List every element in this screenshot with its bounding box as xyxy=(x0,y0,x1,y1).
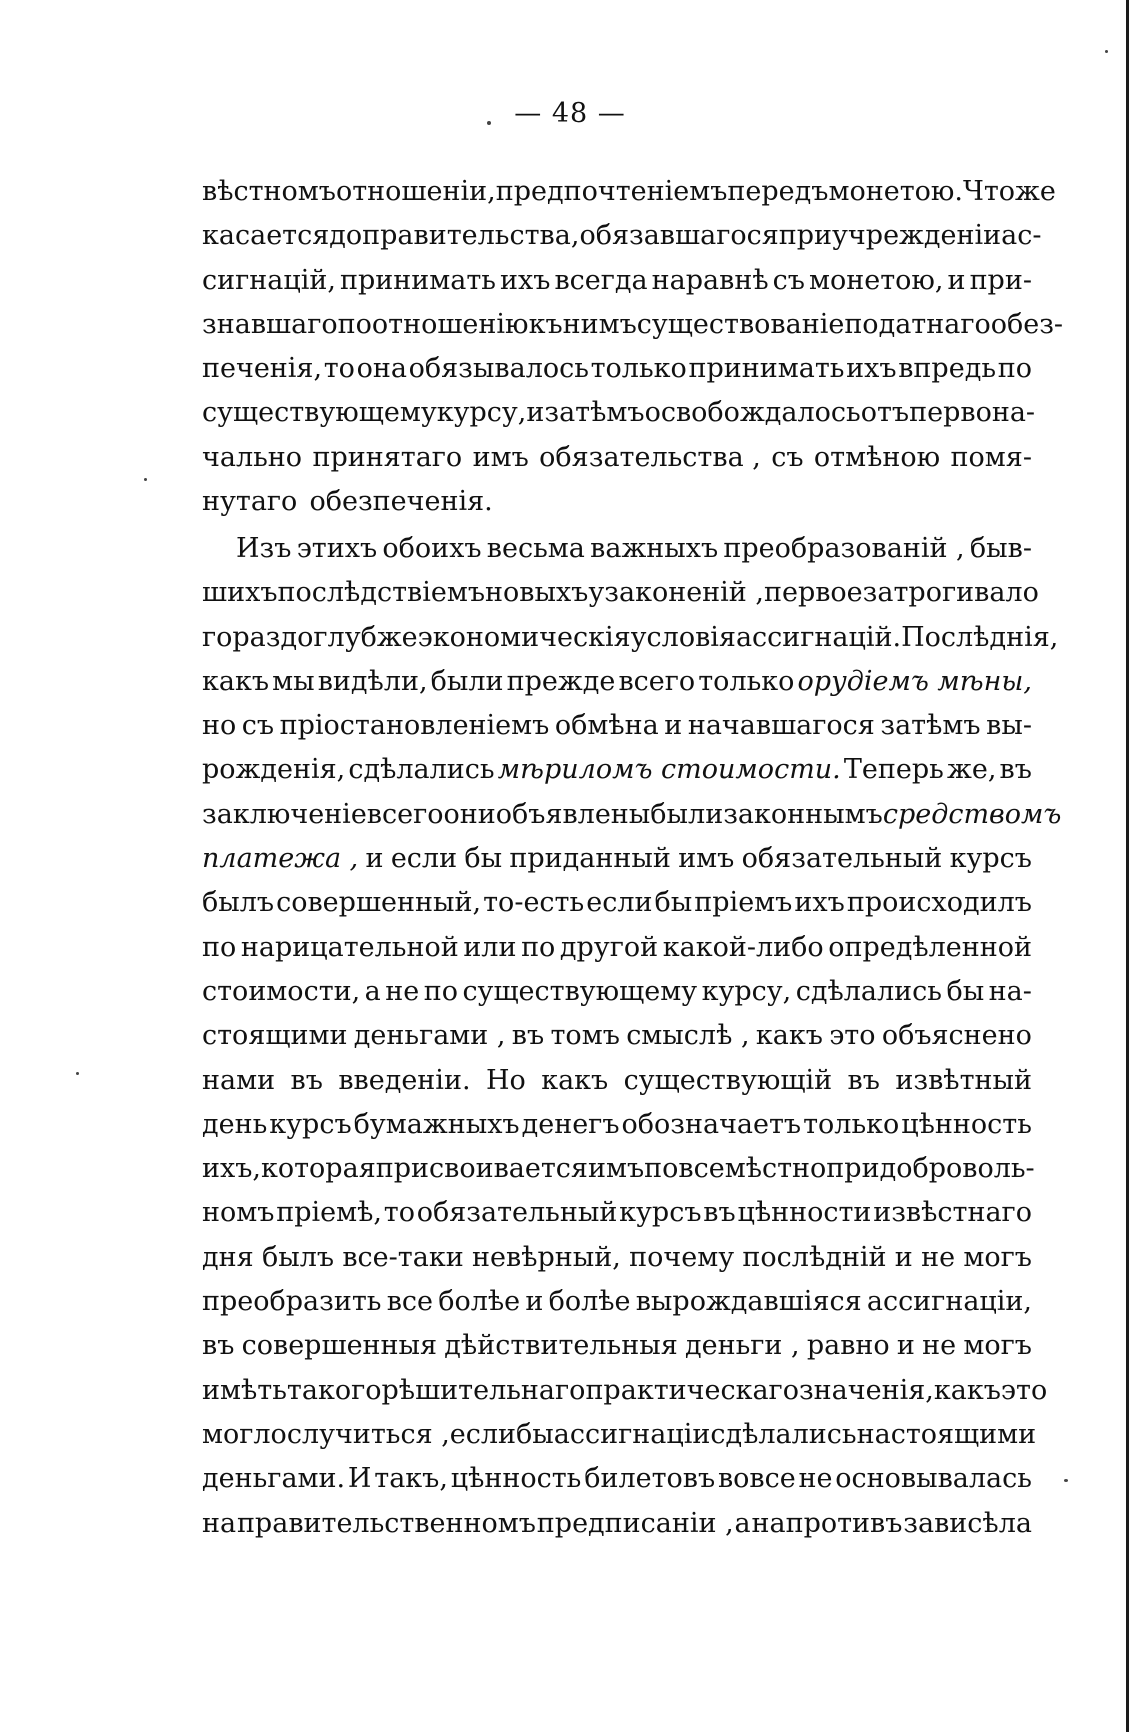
word: другой xyxy=(559,931,659,963)
word: бы xyxy=(946,975,985,1007)
word: заключеніе xyxy=(202,798,367,830)
text-line xyxy=(202,926,1032,970)
word: всего xyxy=(366,798,444,830)
word: шихъ xyxy=(202,577,278,609)
text-line xyxy=(202,1324,1032,1368)
word: не xyxy=(921,1241,956,1273)
word: имъ xyxy=(678,843,735,875)
word: болѣе xyxy=(548,1286,631,1318)
word: Изъ xyxy=(236,533,292,564)
word: приданный xyxy=(509,843,671,875)
word: обоихъ xyxy=(382,533,482,564)
word: дня xyxy=(202,1241,254,1273)
word: знавшаго xyxy=(202,308,338,340)
word: которая xyxy=(260,1153,376,1185)
word: экономическія xyxy=(417,621,631,653)
word: рѣшительнаго xyxy=(381,1374,586,1406)
word: курсъ xyxy=(619,1197,702,1229)
word: только xyxy=(803,1108,900,1140)
word: правительства, xyxy=(362,220,580,252)
word: это xyxy=(1000,1374,1048,1406)
text-line xyxy=(202,347,1032,391)
word: совершенныя xyxy=(241,1330,438,1362)
word: по xyxy=(202,931,237,963)
word: до xyxy=(329,220,363,252)
text-line xyxy=(202,170,1056,214)
word: принимать xyxy=(688,353,845,385)
word: томъ xyxy=(550,1020,620,1052)
word: ихъ xyxy=(794,887,845,919)
paragraph-2 xyxy=(202,527,1062,1546)
word: не xyxy=(798,1463,833,1495)
word: номъ xyxy=(202,1197,275,1229)
word: затрогивало xyxy=(862,577,1039,609)
word: могъ xyxy=(963,1241,1032,1273)
word: платежа , xyxy=(202,843,359,875)
word: вѣстномъ xyxy=(202,176,336,207)
word: обязавшагося xyxy=(579,220,779,252)
word: а xyxy=(364,975,381,1007)
word: ассигнацій. xyxy=(735,621,902,653)
word: и xyxy=(664,710,683,742)
word: это xyxy=(829,1020,876,1052)
word: стоящими xyxy=(202,1020,348,1052)
text-line xyxy=(202,660,1032,704)
word: смыслѣ , xyxy=(626,1020,750,1052)
word: по xyxy=(997,353,1032,385)
word: какой-либо xyxy=(662,931,824,963)
word: дѣйствительныя xyxy=(444,1330,678,1362)
word: мѣриломъ стоимости. xyxy=(497,754,841,786)
word: въ xyxy=(703,1197,736,1229)
word: опредѣленной xyxy=(828,931,1032,963)
word: мы xyxy=(272,665,315,697)
word: случиться , xyxy=(286,1418,450,1450)
word: какъ xyxy=(755,1020,823,1052)
text-line xyxy=(202,391,1036,435)
text-line xyxy=(202,571,1039,615)
word: нарицательной xyxy=(240,931,459,963)
word: какъ xyxy=(541,1064,609,1096)
word: имѣть xyxy=(202,1374,287,1406)
word: они xyxy=(443,798,496,830)
word: сдѣлались xyxy=(348,754,495,786)
word: если xyxy=(449,1418,517,1450)
print-speck xyxy=(1064,1479,1068,1482)
word: извѣстнаго xyxy=(873,1197,1032,1229)
word: монетою, xyxy=(808,264,944,296)
word: передъ xyxy=(727,176,829,207)
print-speck xyxy=(1105,50,1108,53)
word: новыхъ xyxy=(485,577,589,609)
word: существующему xyxy=(202,397,437,429)
word: ихъ xyxy=(846,353,897,385)
word: отъ xyxy=(860,397,910,429)
word: цѣнности xyxy=(737,1197,872,1229)
word: при xyxy=(826,1153,880,1185)
word: настоящими xyxy=(856,1418,1037,1450)
word: практическаго xyxy=(585,1374,799,1406)
word: обязательный xyxy=(416,1197,618,1229)
word: видѣли, xyxy=(317,665,428,697)
word: Теперь xyxy=(843,754,944,786)
word: зависѣла xyxy=(903,1507,1032,1539)
word: билетовъ xyxy=(584,1463,716,1495)
word: орудіемъ мѣны, xyxy=(797,665,1032,697)
word: а xyxy=(734,1507,751,1539)
text-line xyxy=(202,1103,1032,1147)
word: были xyxy=(650,798,724,830)
word: отмѣною xyxy=(813,441,941,473)
text-line xyxy=(202,1191,1032,1235)
word: важныхъ xyxy=(590,533,719,564)
word: быв- xyxy=(969,533,1032,564)
word: курсу, xyxy=(701,975,792,1007)
word: стоимости, xyxy=(202,975,361,1007)
word: такого xyxy=(286,1374,382,1406)
word: же, xyxy=(947,754,997,786)
word: затѣмъ xyxy=(880,710,981,742)
word: совершенный, xyxy=(276,887,482,919)
page-number: — 48 — xyxy=(514,98,626,129)
text-line xyxy=(202,1369,1048,1413)
word: и xyxy=(365,843,384,875)
word: обмѣна xyxy=(554,710,659,742)
word: предпочтеніемъ xyxy=(495,176,728,207)
word: отношенію xyxy=(371,308,529,340)
word: сдѣлались xyxy=(795,975,942,1007)
word: день xyxy=(202,1108,268,1140)
text-line xyxy=(202,1059,1032,1103)
text-line xyxy=(202,793,1062,837)
word: существующій xyxy=(623,1064,833,1096)
word: при xyxy=(778,220,833,252)
word: цѣнность xyxy=(901,1108,1032,1140)
word: и xyxy=(526,397,545,429)
word: курсу, xyxy=(436,397,527,429)
text-line xyxy=(202,259,1032,303)
word: былъ xyxy=(202,887,275,919)
word: послѣдствіемъ xyxy=(277,577,485,609)
word: нами xyxy=(202,1064,276,1096)
text-line xyxy=(202,970,1032,1014)
word: наравнѣ xyxy=(651,264,769,296)
word: все-таки xyxy=(342,1241,464,1273)
text-line xyxy=(202,1413,1037,1457)
word: значенія, xyxy=(798,1374,934,1406)
word: равно xyxy=(806,1330,890,1362)
word: и xyxy=(525,1286,544,1318)
word: были xyxy=(430,665,504,697)
text-line xyxy=(202,1502,1032,1546)
word: И xyxy=(347,1463,372,1495)
word: только xyxy=(590,353,687,385)
word: съ xyxy=(772,264,805,296)
word: но xyxy=(202,710,237,742)
word: въ xyxy=(202,1330,235,1362)
word: касается xyxy=(202,220,330,252)
word: ихъ, xyxy=(202,1153,261,1185)
word: по xyxy=(521,931,556,963)
word: то xyxy=(323,353,355,385)
word: существующему xyxy=(462,975,698,1007)
word: бы xyxy=(464,843,503,875)
word: извѣтный xyxy=(895,1064,1032,1096)
word: объяснено xyxy=(881,1020,1032,1052)
text-line xyxy=(202,1236,1032,1280)
text-line xyxy=(202,1280,1032,1324)
word: какъ xyxy=(933,1374,1001,1406)
word: бы xyxy=(516,1418,554,1450)
word: печенія, xyxy=(202,353,323,385)
word: курсъ xyxy=(269,1108,352,1140)
print-speck xyxy=(144,478,147,481)
word: къ xyxy=(528,308,563,340)
text-line xyxy=(202,303,1064,347)
word: вы- xyxy=(986,710,1032,742)
word: первое xyxy=(763,577,863,609)
text-line xyxy=(202,1014,1032,1058)
word: впредь xyxy=(898,353,997,385)
word: этихъ xyxy=(296,533,378,564)
word: только xyxy=(698,665,795,697)
word: какъ xyxy=(202,665,270,697)
word: условія xyxy=(630,621,736,653)
word: и xyxy=(947,264,966,296)
word: или xyxy=(463,931,517,963)
word: повсемѣстно xyxy=(644,1153,827,1185)
text-line xyxy=(202,1147,1035,1191)
word: затѣмъ xyxy=(544,397,645,429)
word: предписаніи , xyxy=(536,1507,734,1539)
word: средствомъ xyxy=(882,798,1062,830)
word: напротивъ xyxy=(751,1507,903,1539)
word: сдѣлались xyxy=(710,1418,857,1450)
word: основывалась xyxy=(835,1463,1032,1495)
text-line xyxy=(202,480,1032,524)
word: нимъ xyxy=(562,308,637,340)
word: невѣрный, xyxy=(472,1241,621,1273)
page-edge-rule xyxy=(1126,0,1129,1732)
word: учрежденіи xyxy=(832,220,1002,252)
word: всегда xyxy=(554,264,648,296)
word: то-есть xyxy=(483,887,585,919)
word: принятаго xyxy=(312,441,463,473)
text-line xyxy=(202,527,1032,571)
word: Но xyxy=(485,1064,526,1096)
word: Что xyxy=(962,176,1016,207)
word: обезпеченія. xyxy=(309,486,493,518)
word: почему xyxy=(629,1241,735,1273)
text-line xyxy=(202,1457,1032,1501)
word: существованіе xyxy=(636,308,845,340)
word: объявлены xyxy=(495,798,651,830)
word: законнымъ xyxy=(723,798,883,830)
word: введеніи. xyxy=(338,1064,471,1096)
word: ассигнаціи, xyxy=(866,1286,1032,1318)
word: на- xyxy=(988,975,1032,1007)
print-speck xyxy=(487,121,491,125)
text-line xyxy=(202,704,1032,748)
text-line xyxy=(202,837,1032,881)
word: могъ xyxy=(963,1330,1032,1362)
word: прежде xyxy=(506,665,616,697)
text-line xyxy=(202,436,1032,480)
word: въ xyxy=(290,1064,323,1096)
word: могло xyxy=(202,1418,287,1450)
word: доброволь- xyxy=(879,1153,1035,1185)
word: бы xyxy=(654,887,693,919)
word: такъ, xyxy=(374,1463,448,1495)
word: при- xyxy=(969,264,1032,296)
word: же xyxy=(1015,176,1056,207)
word: цѣнность xyxy=(450,1463,582,1495)
word: въ xyxy=(999,754,1032,786)
word: курсъ xyxy=(949,843,1032,875)
word: обязывалось xyxy=(408,353,589,385)
text-line xyxy=(202,214,1042,258)
word: на xyxy=(202,1507,237,1539)
word: ихъ xyxy=(500,264,551,296)
word: присвоивается xyxy=(375,1153,588,1185)
word: вовсе xyxy=(717,1463,796,1495)
word: гораздо xyxy=(202,621,314,653)
word: деньгами. xyxy=(202,1463,346,1495)
word: съ xyxy=(771,441,804,473)
word: податнаго xyxy=(844,308,991,340)
word: пріостановленіемъ xyxy=(279,710,550,742)
word: чально xyxy=(202,441,303,473)
word: нутаго xyxy=(202,486,298,518)
word: узаконеній , xyxy=(588,577,764,609)
text-line xyxy=(202,616,1059,660)
word: обязательства , xyxy=(539,441,761,473)
word: и xyxy=(894,1241,913,1273)
word: пріемѣ, xyxy=(276,1197,382,1229)
word: деньги , xyxy=(684,1330,800,1362)
word: въ xyxy=(847,1064,880,1096)
word: въ xyxy=(511,1020,545,1052)
word: съ xyxy=(241,710,275,742)
word: все xyxy=(386,1286,434,1318)
word: освобождалось xyxy=(644,397,861,429)
text-line xyxy=(202,881,1032,925)
word: если xyxy=(586,887,653,919)
word: по xyxy=(423,975,458,1007)
word: болѣе xyxy=(438,1286,521,1318)
word: если xyxy=(390,843,458,875)
word: весьма xyxy=(486,533,585,564)
word: монетою. xyxy=(828,176,963,207)
word: она xyxy=(356,353,407,385)
word: вырождавшіяся xyxy=(635,1286,862,1318)
word: преобразованій , xyxy=(723,533,965,564)
word: обез- xyxy=(990,308,1064,340)
word: и xyxy=(896,1330,915,1362)
word: не xyxy=(922,1330,957,1362)
word: ас- xyxy=(1001,220,1042,252)
word: обозначаетъ xyxy=(621,1108,802,1140)
text-line xyxy=(202,748,1032,792)
word: глубже xyxy=(313,621,418,653)
word: по xyxy=(337,308,372,340)
paragraph-1 xyxy=(202,170,1064,524)
word: происходилъ xyxy=(846,887,1032,919)
word: деньгами , xyxy=(353,1020,506,1052)
word: начавшагося xyxy=(687,710,875,742)
word: пріемъ xyxy=(694,887,793,919)
word: первона- xyxy=(909,397,1036,429)
word: сигнацій, xyxy=(202,264,336,296)
word: рожденія, xyxy=(202,754,346,786)
word: имъ xyxy=(472,441,529,473)
word: принимать xyxy=(339,264,496,296)
word: преобразить xyxy=(202,1286,382,1318)
word: денегъ xyxy=(521,1108,620,1140)
word: помя- xyxy=(950,441,1032,473)
word: имъ xyxy=(587,1153,645,1185)
word: былъ xyxy=(261,1241,335,1273)
word: Послѣднія, xyxy=(901,621,1059,653)
word: не xyxy=(385,975,420,1007)
word: обязательный xyxy=(741,843,943,875)
word: всего xyxy=(618,665,696,697)
word: отношеніи, xyxy=(335,176,496,207)
word: послѣдній xyxy=(742,1241,887,1273)
word: бумажныхъ xyxy=(353,1108,520,1140)
word: ассигнаціи xyxy=(553,1418,711,1450)
word: правительственномъ xyxy=(236,1507,536,1539)
print-speck xyxy=(76,1072,79,1075)
word: то xyxy=(383,1197,415,1229)
